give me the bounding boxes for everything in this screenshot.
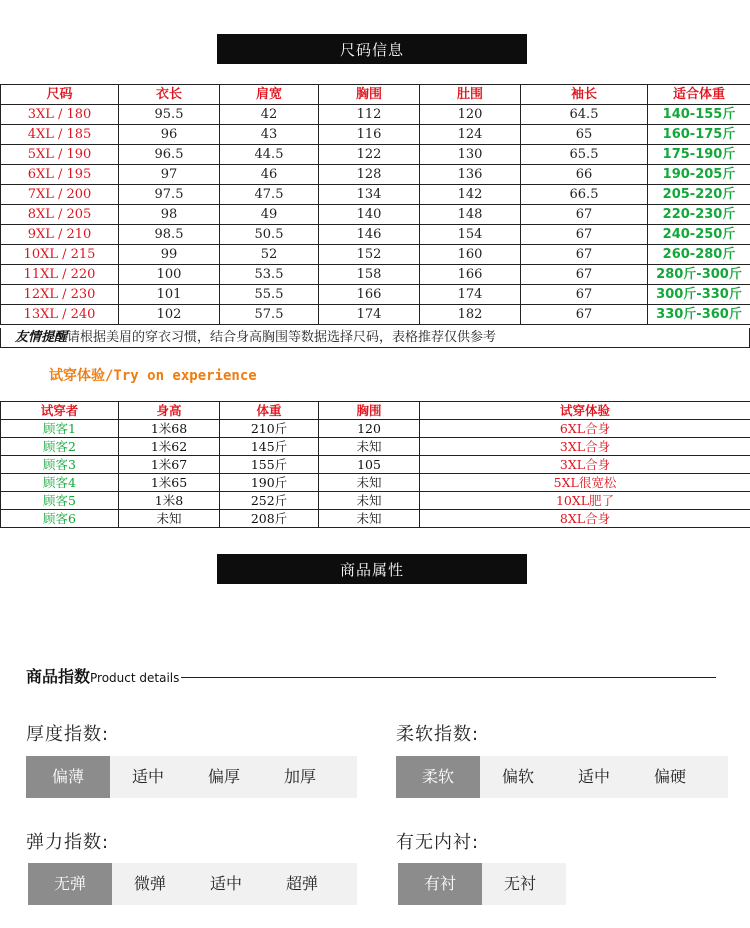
size-row: [1, 245, 750, 265]
tryon-cell: 208斤: [220, 510, 319, 528]
size-cell: 5XL / 190: [1, 145, 119, 165]
size-header-cell: 适合体重: [648, 85, 750, 105]
size-cell: 98.5: [119, 225, 220, 245]
tryon-header-cell: 试穿体验: [420, 402, 750, 420]
size-cell: 95.5: [119, 105, 220, 125]
notice-text: 请根据美眉的穿衣习惯，结合身高胸围等数据选择尺码，表格推荐仅供参考: [67, 330, 497, 345]
tryon-cell: 顾客4: [1, 474, 119, 492]
size-cell: 67: [521, 205, 648, 225]
size-cell: 136: [420, 165, 521, 185]
tryon-table-header: [1, 402, 750, 420]
option-selected: 有衬: [398, 863, 482, 905]
size-cell: 99: [119, 245, 220, 265]
size-cell: 65.5: [521, 145, 648, 165]
tryon-cell: 1米65: [119, 474, 220, 492]
tryon-row: [1, 456, 750, 474]
tryon-cell: 190斤: [220, 474, 319, 492]
tryon-row: [1, 474, 750, 492]
tryon-cell: 210斤: [220, 420, 319, 438]
size-cell: 96: [119, 125, 220, 145]
size-cell: 8XL / 205: [1, 205, 119, 225]
product-details-heading: [26, 664, 716, 686]
size-row: [1, 185, 750, 205]
size-cell: 205-220斤: [648, 185, 750, 205]
size-cell: 154: [420, 225, 521, 245]
softness-options: [396, 756, 728, 798]
option-item: 适中: [577, 767, 610, 786]
size-table-header: [1, 85, 750, 105]
tryon-header-cell: 试穿者: [1, 402, 119, 420]
tryon-header-cell: 身高: [119, 402, 220, 420]
size-cell: 97.5: [119, 185, 220, 205]
size-cell: 130: [420, 145, 521, 165]
size-cell: 55.5: [220, 285, 319, 305]
size-cell: 53.5: [220, 265, 319, 285]
lining-options: [398, 863, 566, 905]
size-cell: 57.5: [220, 305, 319, 325]
option-selected: 无弹: [28, 863, 112, 905]
tryon-row: [1, 510, 750, 528]
size-cell: 9XL / 210: [1, 225, 119, 245]
tryon-cell: 3XL合身: [420, 438, 750, 456]
size-cell: 4XL / 185: [1, 125, 119, 145]
size-cell: 46: [220, 165, 319, 185]
option-item: 无衬: [503, 874, 536, 893]
tryon-cell: 105: [319, 456, 420, 474]
tryon-cell: 155斤: [220, 456, 319, 474]
tryon-cell: 顾客1: [1, 420, 119, 438]
size-cell: 6XL / 195: [1, 165, 119, 185]
option-item: 偏厚: [207, 767, 240, 786]
size-table: [0, 84, 750, 325]
size-header-cell: 袖长: [521, 85, 648, 105]
size-cell: 50.5: [220, 225, 319, 245]
size-cell: 160: [420, 245, 521, 265]
elasticity-options: [28, 863, 357, 905]
size-cell: 44.5: [220, 145, 319, 165]
tryon-row: [1, 492, 750, 510]
option-selected: 偏薄: [26, 756, 110, 798]
size-cell: 102: [119, 305, 220, 325]
size-cell: 142: [420, 185, 521, 205]
tryon-cell: 顾客3: [1, 456, 119, 474]
option-item: 适中: [209, 874, 242, 893]
size-header-cell: 胸围: [319, 85, 420, 105]
size-cell: 260-280斤: [648, 245, 750, 265]
details-divider: [181, 677, 716, 678]
tryon-cell: 252斤: [220, 492, 319, 510]
size-cell: 152: [319, 245, 420, 265]
option-item: 超弹: [285, 874, 318, 893]
elasticity-label: 弹力指数:: [26, 832, 110, 853]
details-title-cn: 商品指数: [26, 667, 91, 686]
details-title-en: Product details: [90, 671, 180, 685]
size-cell: 43: [220, 125, 319, 145]
tryon-cell: 未知: [319, 510, 420, 528]
size-cell: 116: [319, 125, 420, 145]
size-cell: 66.5: [521, 185, 648, 205]
size-cell: 98: [119, 205, 220, 225]
size-cell: 67: [521, 245, 648, 265]
size-header-cell: 肚围: [420, 85, 521, 105]
size-row: [1, 145, 750, 165]
size-cell: 174: [420, 285, 521, 305]
size-header-cell: 衣长: [119, 85, 220, 105]
size-cell: 124: [420, 125, 521, 145]
tryon-cell: 未知: [119, 510, 220, 528]
size-cell: 220-230斤: [648, 205, 750, 225]
option-item: 适中: [131, 767, 164, 786]
tryon-cell: 顾客5: [1, 492, 119, 510]
size-cell: 47.5: [220, 185, 319, 205]
size-cell: 128: [319, 165, 420, 185]
size-cell: 300斤-330斤: [648, 285, 750, 305]
size-cell: 101: [119, 285, 220, 305]
tryon-cell: 未知: [319, 474, 420, 492]
tryon-table: [0, 401, 750, 528]
size-cell: 96.5: [119, 145, 220, 165]
option-item: 偏硬: [653, 767, 686, 786]
size-cell: 166: [420, 265, 521, 285]
size-cell: 112: [319, 105, 420, 125]
size-row: [1, 265, 750, 285]
tryon-row: [1, 438, 750, 456]
size-cell: 3XL / 180: [1, 105, 119, 125]
thickness-label: 厚度指数:: [26, 724, 110, 745]
tryon-header-cell: 胸围: [319, 402, 420, 420]
size-cell: 134: [319, 185, 420, 205]
product-attr-title: 商品属性: [339, 560, 404, 579]
tryon-cell: 10XL肥了: [420, 492, 750, 510]
size-cell: 65: [521, 125, 648, 145]
tryon-cell: 1米8: [119, 492, 220, 510]
tryon-cell: 1米68: [119, 420, 220, 438]
size-row: [1, 125, 750, 145]
size-cell: 66: [521, 165, 648, 185]
size-cell: 160-175斤: [648, 125, 750, 145]
tryon-cell: 1米67: [119, 456, 220, 474]
tryon-cell: 145斤: [220, 438, 319, 456]
size-cell: 64.5: [521, 105, 648, 125]
tryon-cell: 6XL合身: [420, 420, 750, 438]
size-cell: 140-155斤: [648, 105, 750, 125]
tryon-title: 试穿体验/Try on experience: [49, 368, 257, 384]
size-row: [1, 105, 750, 125]
size-header-cell: 尺码: [1, 85, 119, 105]
tryon-cell: 120: [319, 420, 420, 438]
size-cell: 240-250斤: [648, 225, 750, 245]
size-cell: 146: [319, 225, 420, 245]
softness-label: 柔软指数:: [396, 724, 480, 745]
size-cell: 13XL / 240: [1, 305, 119, 325]
option-item: 加厚: [283, 767, 316, 786]
size-cell: 166: [319, 285, 420, 305]
size-row: [1, 205, 750, 225]
size-cell: 120: [420, 105, 521, 125]
size-cell: 280斤-300斤: [648, 265, 750, 285]
size-cell: 10XL / 215: [1, 245, 119, 265]
thickness-options: [26, 756, 357, 798]
size-cell: 182: [420, 305, 521, 325]
size-cell: 122: [319, 145, 420, 165]
tryon-row: [1, 420, 750, 438]
tryon-cell: 8XL合身: [420, 510, 750, 528]
size-info-banner: [217, 34, 527, 64]
tryon-header-cell: 体重: [220, 402, 319, 420]
size-header-cell: 肩宽: [220, 85, 319, 105]
size-notice: [0, 328, 750, 348]
size-row: [1, 225, 750, 245]
size-cell: 140: [319, 205, 420, 225]
tryon-cell: 3XL合身: [420, 456, 750, 474]
size-cell: 190-205斤: [648, 165, 750, 185]
size-cell: 42: [220, 105, 319, 125]
size-cell: 52: [220, 245, 319, 265]
size-cell: 330斤-360斤: [648, 305, 750, 325]
size-info-title: 尺码信息: [339, 40, 404, 59]
tryon-cell: 顾客2: [1, 438, 119, 456]
size-cell: 148: [420, 205, 521, 225]
size-cell: 174: [319, 305, 420, 325]
tryon-cell: 5XL很宽松: [420, 474, 750, 492]
size-row: [1, 165, 750, 185]
size-cell: 158: [319, 265, 420, 285]
size-cell: 97: [119, 165, 220, 185]
size-row: [1, 305, 750, 325]
tryon-cell: 顾客6: [1, 510, 119, 528]
size-cell: 67: [521, 285, 648, 305]
tryon-cell: 未知: [319, 438, 420, 456]
size-cell: 11XL / 220: [1, 265, 119, 285]
size-cell: 49: [220, 205, 319, 225]
product-attr-banner: [217, 554, 527, 584]
option-selected: 柔软: [396, 756, 480, 798]
size-cell: 67: [521, 265, 648, 285]
tryon-cell: 未知: [319, 492, 420, 510]
lining-label: 有无内衬:: [396, 832, 480, 853]
size-cell: 12XL / 230: [1, 285, 119, 305]
size-cell: 100: [119, 265, 220, 285]
option-item: 微弹: [133, 874, 166, 893]
size-cell: 175-190斤: [648, 145, 750, 165]
size-cell: 7XL / 200: [1, 185, 119, 205]
size-cell: 67: [521, 225, 648, 245]
option-item: 偏软: [501, 767, 534, 786]
notice-brand: 友情提醒: [15, 330, 68, 345]
size-row: [1, 285, 750, 305]
tryon-cell: 1米62: [119, 438, 220, 456]
size-cell: 67: [521, 305, 648, 325]
